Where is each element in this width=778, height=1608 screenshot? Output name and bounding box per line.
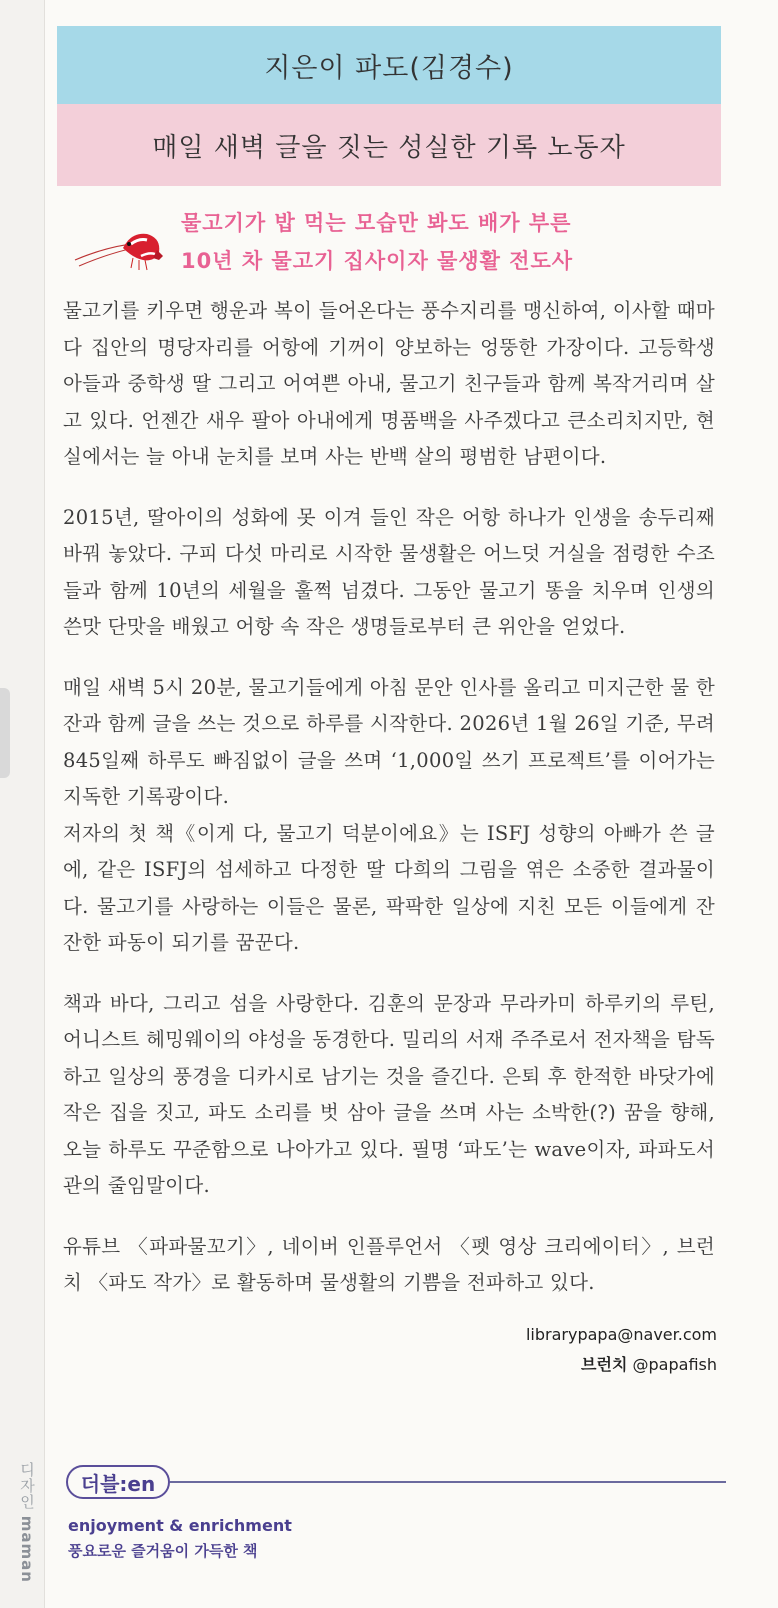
slogan-english: enjoyment & enrichment (68, 1516, 292, 1535)
author-name: 지은이 파도(김경수) (264, 52, 514, 84)
publisher-logo-text: 더블:en (80, 1471, 156, 1496)
side-tab (0, 688, 10, 778)
bio-paragraph-2: 2015년, 딸아이의 성화에 못 이겨 들인 작은 어항 하나가 인생을 송두리째 바꿔 놓았다. 구피 다섯 마리로 시작한 물생활은 어느덧 거실을 점령한 수조들과 함께 10년의 세월을 훌쩍 넘겼다. 그동안 물고기 똥을 치우며 인생의 쓴맛 단맛을 배웠고 어항 속 작은 생명들로부터 큰 위안을 얻었다. (63, 505, 715, 638)
bio-paragraph-1: 물고기를 키우면 행운과 복이 들어온다는 풍수지리를 맹신하여, 이사할 때마다 집안의 명당자리를 어항에 기꺼이 양보하는 엉뚱한 가장이다. 고등학생 아들과 중학생 딸 그리고 어여쁜 아내, 물고기 친구들과 함께 복작거리며 살고 있다. 언젠간 새우 팔아 아내에게 명품백을 사주겠다고 큰소리치지만, 현실에서는 늘 아내 눈치를 보며 사는 반백 살의 평범한 남편이다. (63, 299, 715, 468)
designer-name: maman (18, 1515, 36, 1583)
tagline-line-1: 물고기가 밥 먹는 모습만 봐도 배가 부른 (181, 211, 572, 235)
brand-divider (170, 1481, 726, 1483)
author-subtitle: 매일 새벽 글을 짓는 성실한 기록 노동자 (152, 132, 626, 163)
email-address: librarypapa@naver.com (525, 1324, 717, 1344)
author-page (57, 26, 721, 1380)
author-name-banner (57, 26, 721, 104)
publisher-logo (66, 1465, 170, 1499)
author-bio (57, 293, 721, 1302)
tagline-block (57, 186, 721, 281)
slogan-korean: 풍요로운 즐거움이 가득한 책 (68, 1542, 258, 1560)
author-subtitle-banner (57, 104, 721, 186)
tagline-line-2: 10년 차 물고기 집사이자 물생활 전도사 (181, 249, 574, 273)
designer-credit (8, 1462, 38, 1602)
spine-strip (0, 0, 45, 1608)
bio-paragraph-3: 매일 새벽 5시 20분, 물고기들에게 아침 문안 인사를 올리고 미지근한 물 한 잔과 함께 글을 쓰는 것으로 하루를 시작한다. 2026년 1월 26일 기준, 무려 845일째 하루도 빠짐없이 글을 쓰며 ‘1,000일 쓰기 프로젝트’를 이어가는 지독한 기록광이다. (63, 675, 715, 808)
shrimp-icon (73, 220, 165, 276)
bio-paragraph-6: 유튜브 〈파파물꼬기〉, 네이버 인플루언서 〈펫 영상 크리에이터〉, 브런치 〈파도 작가〉로 활동하며 물생활의 기쁨을 전파하고 있다. (63, 1234, 715, 1294)
brunch-handle: @papafish (632, 1354, 717, 1374)
designer-label: 디자인 (18, 1462, 36, 1510)
contact-info (57, 1320, 721, 1380)
brunch-label: 브런치 (581, 1354, 628, 1374)
brunch-line (57, 1350, 717, 1380)
bio-paragraph-5: 책과 바다, 그리고 섬을 사랑한다. 김훈의 문장과 무라카미 하루키의 루틴, 어니스트 헤밍웨이의 야성을 동경한다. 밀리의 서재 주주로서 전자책을 탐독하고 일상의 풍경을 디카시로 남기는 것을 즐긴다. 은퇴 후 한적한 바닷가에 작은 집을 짓고, 파도 소리를 벗 삼아 글을 쓰며 사는 소박한(?) 꿈을 향해, 오늘 하루도 꾸준함으로 나아가고 있다. 필명 ‘파도’는 wave이자, 파파도서관의 줄임말이다. (63, 991, 715, 1197)
tagline-text (181, 204, 573, 280)
publisher-brand (66, 1465, 726, 1505)
bio-paragraph-4: 저자의 첫 책《이게 다, 물고기 덕분이에요》는 ISFJ 성향의 아빠가 쓴 글에, 같은 ISFJ의 섬세하고 다정한 딸 다희의 그림을 엮은 소중한 결과물이다. 물고기를 사랑하는 이들은 물론, 팍팍한 일상에 지친 모든 이들에게 잔잔한 파동이 되기를 꿈꾼다. (63, 821, 715, 954)
